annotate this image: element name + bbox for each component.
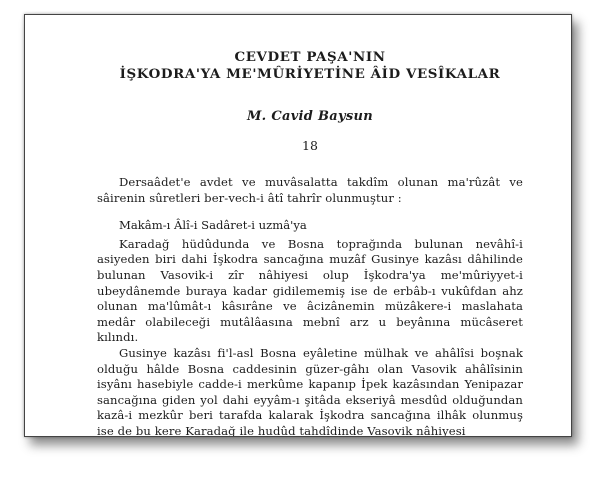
author-name: M. Cavid Baysun (246, 109, 373, 124)
salutation: Makâm-ı Âlî-i Sadâret-i uzmâ'ya (119, 218, 307, 233)
intro-paragraph: Dersaâdet'e avdet ve muvâsalatta takdîm olunan ma'rûzât ve sâirenin sûretleri ber-vech-i âtî tahrîr olunmuştur : (97, 175, 523, 205)
body-paragraph-1: Karadağ hüdûdunda ve Bosna toprağında bulunan nevâhî-i asiyeden biri dahi İşkodra sancağına muzâf Gusinye kazâsı dâhilinde bulunan Vasovik-i zîr nâhiyesi olup İşkodra'ya me'mûriyyet-i ubeydânemde buraya kadar gidilememiş ise de erbâb-ı vukûfdan ahz olunan ma'lûmât-ı kâsırâne ve âcizânemin müzâkere-i maslahata medâr olabileceği mutâlâasına mebnî arz u beyânına mücâseret kılındı. (97, 236, 523, 345)
title-line-2: İŞKODRA'YA ME'MÛRİYETİNE ÂİD VESÎKALAR (119, 66, 501, 82)
section-number: 18 (302, 138, 318, 153)
body-paragraph-2: Gusinye kazâsı fi'l-asl Bosna eyâletine mülhak ve ahâlîsi boşnak olduğu hâlde Bosna caddesinin güzer-gâhı olan Vasovik ahâlîsinin isyânı hasebiyle cadde-i merkûme kapanıp İpek kazâsından Yenipazar sancağına giden yol dahi eyyâm-ı şitâda ekseriyâ mesdûd olduğundan kazâ-i mezkûr beri tarafda kalarak İşkodra sancağına ilhâk olunmuş ise de bu kere Karadağ ile hudûd tahdîdinde Vasovik nâhiyesi (97, 345, 523, 437)
article-title (97, 49, 523, 83)
document-page (24, 14, 572, 437)
page-content (97, 49, 523, 437)
title-line-1: CEVDET PAŞA'NIN (234, 49, 386, 65)
